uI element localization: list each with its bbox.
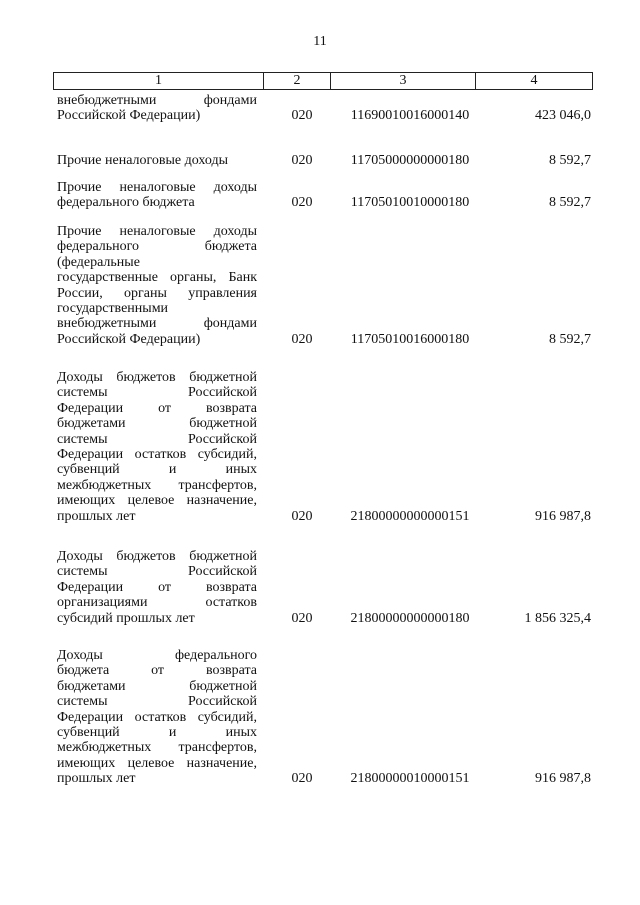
row-amount: 8 592,7 xyxy=(549,195,591,211)
header-col-1: 1 xyxy=(54,73,264,89)
description-line: государственными xyxy=(57,301,169,317)
description-line: Федерации остатков субсидий, xyxy=(57,447,257,463)
row-amount: 916 987,8 xyxy=(535,771,591,787)
description-line: прошлых лет xyxy=(57,508,136,524)
description-line: системы Российской xyxy=(57,385,257,401)
row-code: 020 xyxy=(291,331,313,347)
description-line: Федерации от возврата xyxy=(57,579,257,595)
description-line: федерального бюджета xyxy=(57,195,195,211)
description-line: внебюджетными фондами xyxy=(57,93,257,108)
row-kbk: 11705000000000180 xyxy=(350,153,470,168)
table-row xyxy=(57,180,591,211)
row-kbk: 11705010010000180 xyxy=(350,195,470,211)
description-line: бюджета от возврата xyxy=(57,663,257,679)
row-description xyxy=(57,648,257,787)
description-line: субсидий прошлых лет xyxy=(57,610,195,626)
description-line: Прочие неналоговые доходы xyxy=(57,224,257,239)
description-line: системы Российской xyxy=(57,431,257,447)
description-line: межбюджетных трансфертов, xyxy=(57,740,257,756)
description-line: государственные органы, Банк xyxy=(57,270,257,286)
description-line: системы Российской xyxy=(57,564,257,580)
row-kbk: 11690010016000140 xyxy=(350,108,470,124)
table-row xyxy=(57,224,591,347)
row-amount: 916 987,8 xyxy=(535,508,591,524)
description-line: Российской Федерации) xyxy=(57,331,201,347)
row-code: 020 xyxy=(291,771,313,787)
description-line: Федерации от возврата xyxy=(57,400,257,416)
description-line: Доходы бюджетов бюджетной xyxy=(57,370,257,385)
row-kbk: 11705010016000180 xyxy=(350,331,470,347)
description-line: бюджетами бюджетной xyxy=(57,678,257,694)
row-code: 020 xyxy=(291,153,313,168)
row-description xyxy=(57,180,257,211)
row-amount: 8 592,7 xyxy=(549,153,591,168)
description-line: федерального бюджета xyxy=(57,239,257,255)
row-description xyxy=(57,153,257,168)
description-line: Прочие неналоговые доходы xyxy=(57,153,229,168)
description-line: Доходы федерального xyxy=(57,648,257,663)
row-description xyxy=(57,549,257,626)
row-amount: 1 856 325,4 xyxy=(524,610,591,626)
row-description xyxy=(57,224,257,347)
description-line: организациями остатков xyxy=(57,595,257,611)
description-line: системы Российской xyxy=(57,694,257,710)
table-row xyxy=(57,153,591,168)
row-code: 020 xyxy=(291,195,313,211)
description-line: Доходы бюджетов бюджетной xyxy=(57,549,257,564)
description-line: субвенций и иных xyxy=(57,725,257,741)
description-line: прошлых лет xyxy=(57,771,136,787)
table-row xyxy=(57,549,591,626)
header-col-3: 3 xyxy=(331,73,476,89)
row-amount: 8 592,7 xyxy=(549,331,591,347)
table-row xyxy=(57,93,591,124)
description-line: имеющих целевое назначение, xyxy=(57,493,257,509)
row-code: 020 xyxy=(291,508,313,524)
description-line: Российской Федерации) xyxy=(57,108,201,124)
description-line: внебюджетными фондами xyxy=(57,316,257,332)
description-line: имеющих целевое назначение, xyxy=(57,755,257,771)
description-line: России, органы управления xyxy=(57,285,257,301)
header-col-4: 4 xyxy=(530,73,538,88)
row-code: 020 xyxy=(291,108,313,124)
row-amount: 423 046,0 xyxy=(535,108,591,124)
page-number: 11 xyxy=(313,34,327,49)
table-row xyxy=(57,648,591,787)
table-header xyxy=(53,72,593,90)
row-kbk: 21800000000000180 xyxy=(350,610,470,626)
description-line: Федерации остатков субсидий, xyxy=(57,709,257,725)
row-kbk: 21800000010000151 xyxy=(350,771,470,787)
header-col-2: 2 xyxy=(264,73,331,89)
table-row xyxy=(57,370,591,524)
description-line: бюджетами бюджетной xyxy=(57,416,257,432)
description-line: межбюджетных трансфертов, xyxy=(57,477,257,493)
description-line: Прочие неналоговые доходы xyxy=(57,180,257,195)
row-description xyxy=(57,93,257,124)
row-description xyxy=(57,370,257,524)
row-code: 020 xyxy=(291,610,313,626)
description-line: субвенций и иных xyxy=(57,462,257,478)
row-kbk: 21800000000000151 xyxy=(350,508,470,524)
description-line: (федеральные xyxy=(57,254,140,270)
